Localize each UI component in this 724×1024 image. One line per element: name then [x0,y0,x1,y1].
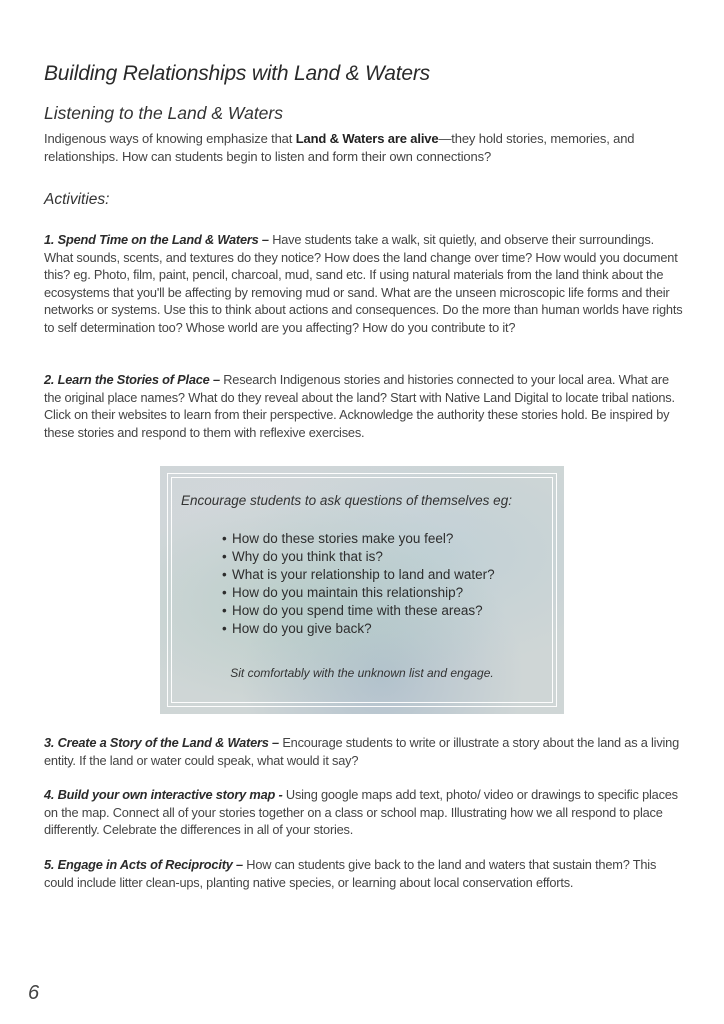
question-text: How do you spend time with these areas? [232,603,483,618]
question-text: How do you maintain this relationship? [232,585,464,600]
activity-text: How can students give back to the land and waters that sustain them? This could include litter clean-ups, planting native species, or learning about local conservation efforts. [44,857,657,890]
question-text: How do you give back? [232,621,372,636]
intro-emphasis: Land & Waters are alive [295,131,439,146]
bullet-icon: • [222,567,227,582]
bullet-icon: • [222,603,227,618]
bullet-icon: • [222,531,227,546]
activity-item [44,786,686,839]
question-item [222,566,495,584]
callout-title: Encourage students to ask questions of themselves eg: [181,493,512,508]
activity-lead: 5. Engage in Acts of Reciprocity – [44,857,243,872]
activity-text: Using google maps add text, photo/ video or drawings to specific places on the map. Connect all of your stories together on a class or school map. Illustrating how we all respond to place differently. Celebrate the differences in all of your stories. [44,787,678,837]
bullet-icon: • [222,585,227,600]
question-item [222,530,495,548]
activity-lead: 4. Build your own interactive story map - [44,787,283,802]
reflection-callout-box [160,466,564,714]
activity-text: Have students take a walk, sit quietly, and observe their surroundings. What sounds, scents, and textures do they notice? How does the land change over time? How would you document this? eg. Photo, film, paint, pencil, charcoal, mud, sand etc. If using natural materials from the land think about the ecosystems that you'll be affecting by removing mud or sand. What are the unseen microscopic life forms and their networks or systems. Use this to think about actions and consequences. Do the more than human worlds have rights to self determination too? Whose world are you affecting? How do you contribute to it? [44,232,683,335]
activity-item [44,734,686,769]
question-text: What is your relationship to land and water? [232,567,495,582]
intro-paragraph [44,130,644,165]
page-title: Building Relationships with Land & Waters [44,62,430,85]
question-text: How do these stories make you feel? [232,531,454,546]
activity-lead: 3. Create a Story of the Land & Waters – [44,735,279,750]
question-text: Why do you think that is? [232,549,383,564]
activity-item [44,856,686,891]
activity-item [44,231,686,336]
bullet-icon: • [222,549,227,564]
page-number: 6 [28,982,40,1004]
activity-item [44,371,686,441]
activity-text: Research Indigenous stories and histories connected to your local area. What are the original place names? What do they reveal about the land? Start with Native Land Digital to locate tribal nations. Click on their websites to learn from their perspective. Acknowledge the authority these stories hold. Be inspired by these stories and respond to them with reflexive exercises. [44,372,675,440]
activities-heading: Activities: [44,191,110,208]
intro-text-start: Indigenous ways of knowing emphasize that [44,131,296,146]
activity-lead: 1. Spend Time on the Land & Waters – [44,232,269,247]
question-item [222,548,495,566]
section-subtitle: Listening to the Land & Waters [44,103,283,123]
intro-text-end: —they hold stories, memories, and relationships. How can students begin to listen and form their own connections? [44,131,635,164]
activity-text: Encourage students to write or illustrate a story about the land as a living entity. If the land or water could speak, what would it say? [44,735,680,768]
question-list [222,530,495,638]
question-item [222,602,495,620]
callout-footer: Sit comfortably with the unknown list and engage. [230,666,494,680]
question-item [222,620,495,638]
activity-lead: 2. Learn the Stories of Place – [44,372,220,387]
question-item [222,584,495,602]
bullet-icon: • [222,621,227,636]
